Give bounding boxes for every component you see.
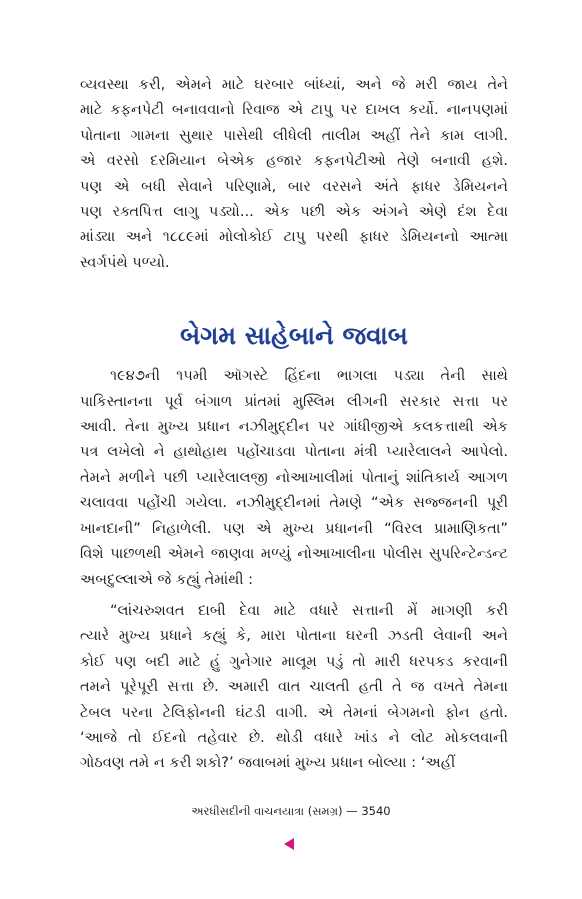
text-line: ગોઠવણ તમે ન કરી શકો?’ જવાબમાં મુખ્ય પ્રધાન બોલ્યા : ‘અહીં [80, 754, 456, 772]
text-line: પોતાના ગામના સુથાર પાસેથી લીધેલી તાલીમ અહીં તેને કામ લાગી. [80, 126, 508, 144]
previous-page-arrow-icon[interactable] [284, 838, 294, 850]
text-line: તેમને મળીને પછી પ્યારેલાલજી નોઆખાલીમાં પોતાનું શાંતિકાર્ય આગળ [80, 468, 508, 486]
text-line: એ વરસો દરમિયાન બેએક હજાર કફનપેટીઓ તેણે બનાવી હશે. [80, 152, 508, 170]
text-line: ‘આજે તો ઈદનો તહેવાર છે. થોડી વધારે ખાંડ ને લોટ મોકલવાની [80, 728, 508, 746]
section-heading: બેગમ સાહેબાને જવાબ [180, 321, 408, 351]
text-line: આવી. તેના મુખ્ય પ્રધાન નઝીમુદ્દીન પર ગાંધીજીએ કલકત્તાથી એક [80, 418, 508, 436]
text-line: અબદુલ્લાએ જે કહ્યું તેમાંથી : [80, 570, 254, 588]
text-line: માટે કફનપેટી બનાવવાનો રિવાજ એ ટાપુ પર દાખલ કર્યો. નાનપણમાં [80, 101, 508, 119]
text-line: માંડ્યા અને ૧૮૮૯માં મોલોકોઈ ટાપુ પરથી ફાધર ડેમિયનનો આત્મા [80, 228, 508, 246]
text-line: ૧૯૪૭ની ૧૫મી ઑગસ્ટે હિંદના ભાગલા પડ્યા તેની સાથે [110, 367, 508, 385]
text-line: “લાંચરુશવત દાબી દેવા માટે વધારે સત્તાની મેં માગણી કરી [110, 601, 508, 619]
text-line: પણ એ બધી સેવાને પરિણામે, બાર વરસને અંતે ફાધર ડેમિયનને [80, 177, 508, 195]
text-line: ખાનદાની” નિહાળેલી. પણ એ મુખ્ય પ્રધાનની “વિરલ પ્રામાણિકતા” [80, 519, 508, 537]
text-line: સ્વર્ગપંથે પળ્યો. [80, 253, 170, 271]
text-line: પણ રક્તપિત્ત લાગુ પડ્યો... એક પછી એક અંગને એણે દંશ દેવા [80, 203, 508, 221]
text-line: પાકિસ્તાનના પૂર્વ બંગાળ પ્રાંતમાં મુસ્લિમ લીગની સરકાર સત્તા પર [80, 392, 508, 410]
text-line: વિશે પાછળથી એમને જાણવા મળ્યું નોઆખાલીના પોલીસ સુપરિન્ટેન્ડન્ટ [80, 545, 508, 563]
page-content [80, 72, 508, 776]
text-line: વ્યવસ્થા કરી, એમને માટે ઘરબાર બાંધ્યાં, અને જે મરી જાય તેને [80, 76, 508, 93]
text-line: ચલાવવા પહોંચી ગયેલા. નઝીમુદ્દીનમાં તેમણે “એક સજ્જનની પૂરી [80, 494, 508, 512]
paragraph-3 [80, 598, 508, 776]
text-line: ત્યારે મુખ્ય પ્રધાને કહ્યું કે, મારા પોતાના ઘરની ઝડતી લેવાની અને [80, 627, 508, 645]
page-footer: અરધીસદીની વાચનયાત્રા (સમગ્ર) — 3540 [191, 804, 391, 818]
paragraph-2 [80, 363, 508, 592]
text-line: કોઈ પણ બદી માટે હું ગુનેગાર માલૂમ પડું તો મારી ધરપકડ કરવાની [80, 652, 508, 670]
text-line: પત્ર લખેલો ને હાથોહાથ પહોંચાડવા પોતાના મંત્રી પ્યારેલાલને આપેલો. [80, 443, 508, 461]
text-line: તમને પૂરેપૂરી સત્તા છે. અમારી વાત ચાલતી હતી તે જ વખતે તેમના [80, 678, 508, 696]
paragraph-1 [80, 72, 508, 275]
text-line: ટેબલ પરના ટેલિફોનની ઘંટડી વાગી. એ તેમનાં બેગમનો ફોન હતો. [80, 703, 508, 721]
